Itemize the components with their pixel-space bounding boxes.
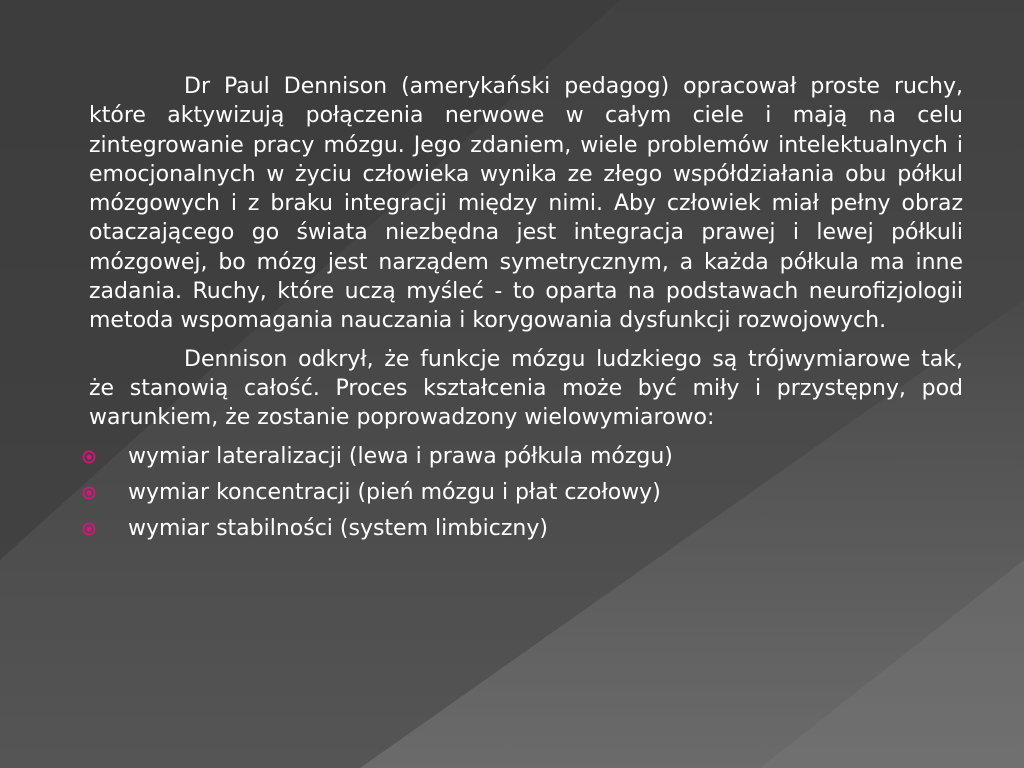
paragraph-intro: Dr Paul Dennison (amerykański pedagog) opracował proste ruchy, które aktywizują połączenia nerwowe w całym ciele i mają na celu zintegrowanie pracy mózgu. Jego zdaniem, wiele problemów intelektualnych i emocjonalnych w życiu człowieka wynika ze złego współdziałania obu półkul mózgowych i z braku integracji między nimi. Aby człowiek miał pełny obraz otaczającego go świata niezbędna jest integracja prawej i lewej półkuli mózgowej, bo mózg jest narządem symetrycznym, a każda półkula ma inne zadania. Ruchy, które uczą myśleć - to oparta na podstawach neurofizjologii metoda wspomagania nauczania i korygowania dysfunkcji rozwojowych. (89, 74, 963, 334)
list-item-text: wymiar koncentracji (pień mózgu i płat czołowy) (128, 479, 661, 505)
list-item (89, 478, 963, 514)
circled-dot-icon (82, 450, 96, 464)
slide-content (89, 72, 963, 550)
list-item-text: wymiar stabilności (system limbiczny) (128, 515, 548, 541)
paragraph-dennison-discovery: Dennison odkrył, że funkcje mózgu ludzkiego są trójwymiarowe tak, że stanowią całość. Proces kształcenia może być miły i przystępny, pod warunkiem, że zostanie poprowadzony wielowymiarowo: (89, 346, 963, 431)
list-item (89, 442, 963, 478)
list-item-text: wymiar lateralizacji (lewa i prawa półkula mózgu) (128, 443, 673, 469)
circled-dot-icon (82, 486, 96, 500)
circled-dot-icon (82, 522, 96, 536)
dimensions-list (89, 442, 963, 550)
list-item (89, 514, 963, 550)
